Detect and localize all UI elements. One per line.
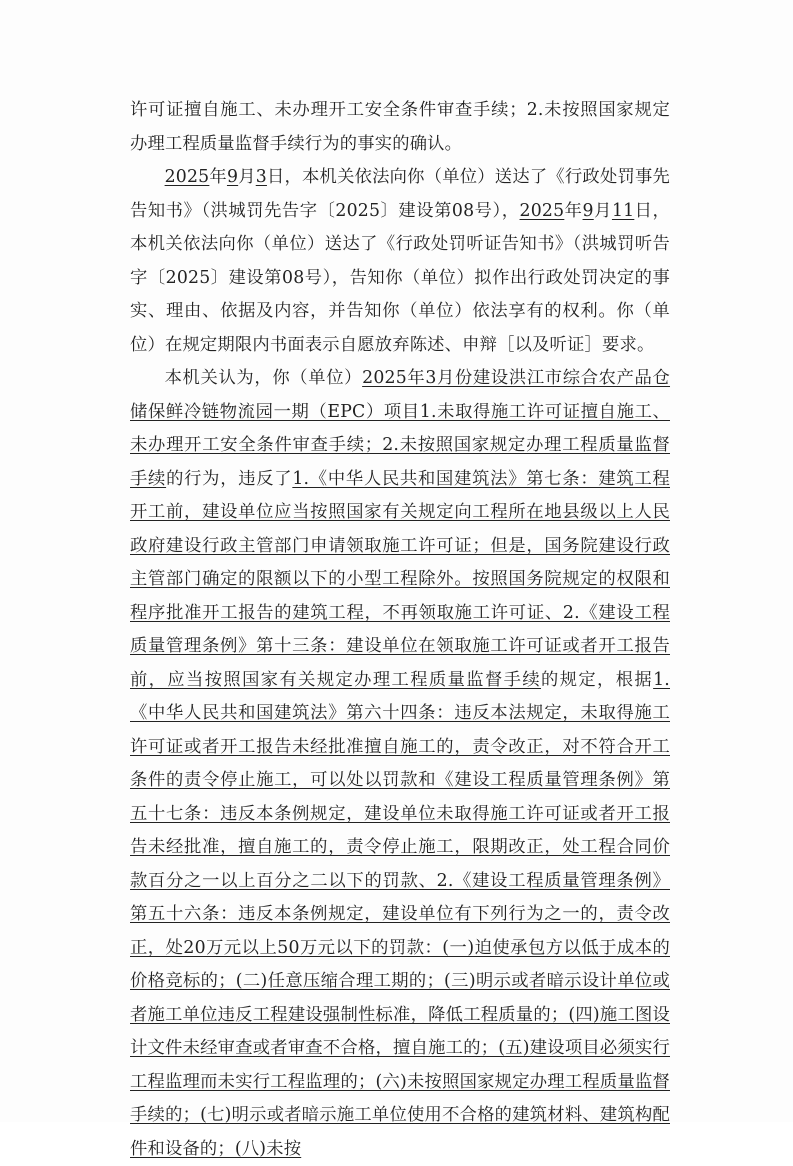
underlined-text-segment: 2025 bbox=[519, 200, 565, 221]
text-segment: 月 bbox=[238, 167, 256, 187]
underlined-text-segment: 9 bbox=[226, 167, 239, 187]
underlined-text-segment: 2025 bbox=[164, 167, 210, 187]
underlined-text-segment: 3 bbox=[255, 167, 267, 187]
text-segment: 日，本机关依法向你（单位）送达了《行政处罚听证告知书》（洪城罚听告字〔2025〕建设第08号），告知你（单位）拟作出行政处罚决定的事实、理由、依据及内容，并告知你（单位）依法享有的权利。你（单位）在规定期限内书面表示自愿放弃陈述、申辩［以及听证］要求。 bbox=[130, 200, 671, 355]
underlined-text-segment: 2025年3月份建设洪江市综合农产品仓储保鲜冷链物流园一期（EPC）项目1.未取得施工许可证擅自施工、未办理开工安全条件审查手续；2.未按照国家规定办理工程质量监督手续 bbox=[130, 368, 671, 489]
underlined-text-segment: 9 bbox=[582, 200, 594, 221]
paragraph-fact-confirmation: 许可证擅自施工、未办理开工安全条件审查手续；2.未按照国家规定办理工程质量监督手续行为的事实的确认。 bbox=[130, 100, 670, 154]
text-segment: 的规定，根据 bbox=[541, 669, 654, 690]
text-segment: 日，本机关依法向你（单位）送达了《行政处罚事先告知书》（洪城罚先告字〔2025〕建设第08号）， bbox=[130, 167, 671, 221]
paragraph-legal-basis bbox=[130, 362, 670, 1166]
text-segment: 年 bbox=[564, 200, 583, 221]
text-segment: 本机关认为，你（单位） bbox=[164, 368, 363, 388]
text-segment: 的行为，违反了 bbox=[166, 468, 293, 489]
text-segment: 年 bbox=[209, 167, 227, 187]
underlined-text-segment: 1.《中华人民共和国建筑法》第六十四条：违反本法规定，未取得施工许可证或者开工报告未经批准擅自施工的，责令改正，对不符合开工条件的责令停止施工，可以处以罚款和《建设工程质量管理条例》第五十七条：违反本条例规定，建设单位未取得施工许可证或者开工报告未经批准，擅自施工的，责令停止施工，限期改正，处工程合同价款百分之一以上百分之二以下的罚款、2.《建设工程质量管理条例》第五十六条：违反本条例规定，建设单位有下列行为之一的，责令改正，处20万元以上50万元以下的罚款：(一)迫使承包方以低于成本的价格竞标的；(二)任意压缩合理工期的；(三)明示或者暗示设计单位或者施工单位违反工程建设强制性标准，降低工程质量的；(四)施工图设计文件未经审查或者审查不合格，擅自施工的；(五)建设项目必须实行工程监理而未实行工程监理的；(六)未按照国家规定办理工程质量监督手续的；(七)明示或者暗示施工单位使用不合格的建筑材料、建筑构配件和设备的；(八)未按 bbox=[130, 669, 670, 1159]
text-segment: 月 bbox=[593, 200, 612, 221]
paragraph-notice-delivery bbox=[130, 161, 670, 362]
underlined-text-segment: 1.《中华人民共和国建筑法》第七条：建筑工程开工前，建设单位应当按照国家有关规定向工程所在地县级以上人民政府建设行政主管部门申请领取施工许可证；但是，国务院建设行政主管部门确定的限额以下的小型工程除外。按照国务院规定的权限和程序批准开工报告的建筑工程，不再领取施工许可证、2.《建设工程质量管理条例》第十三条：建设单位在领取施工许可证或者开工报告前，应当按照国家有关规定办理工程质量监督手续 bbox=[130, 468, 670, 690]
underlined-text-segment: 11 bbox=[611, 200, 635, 221]
document-body bbox=[130, 94, 670, 1166]
